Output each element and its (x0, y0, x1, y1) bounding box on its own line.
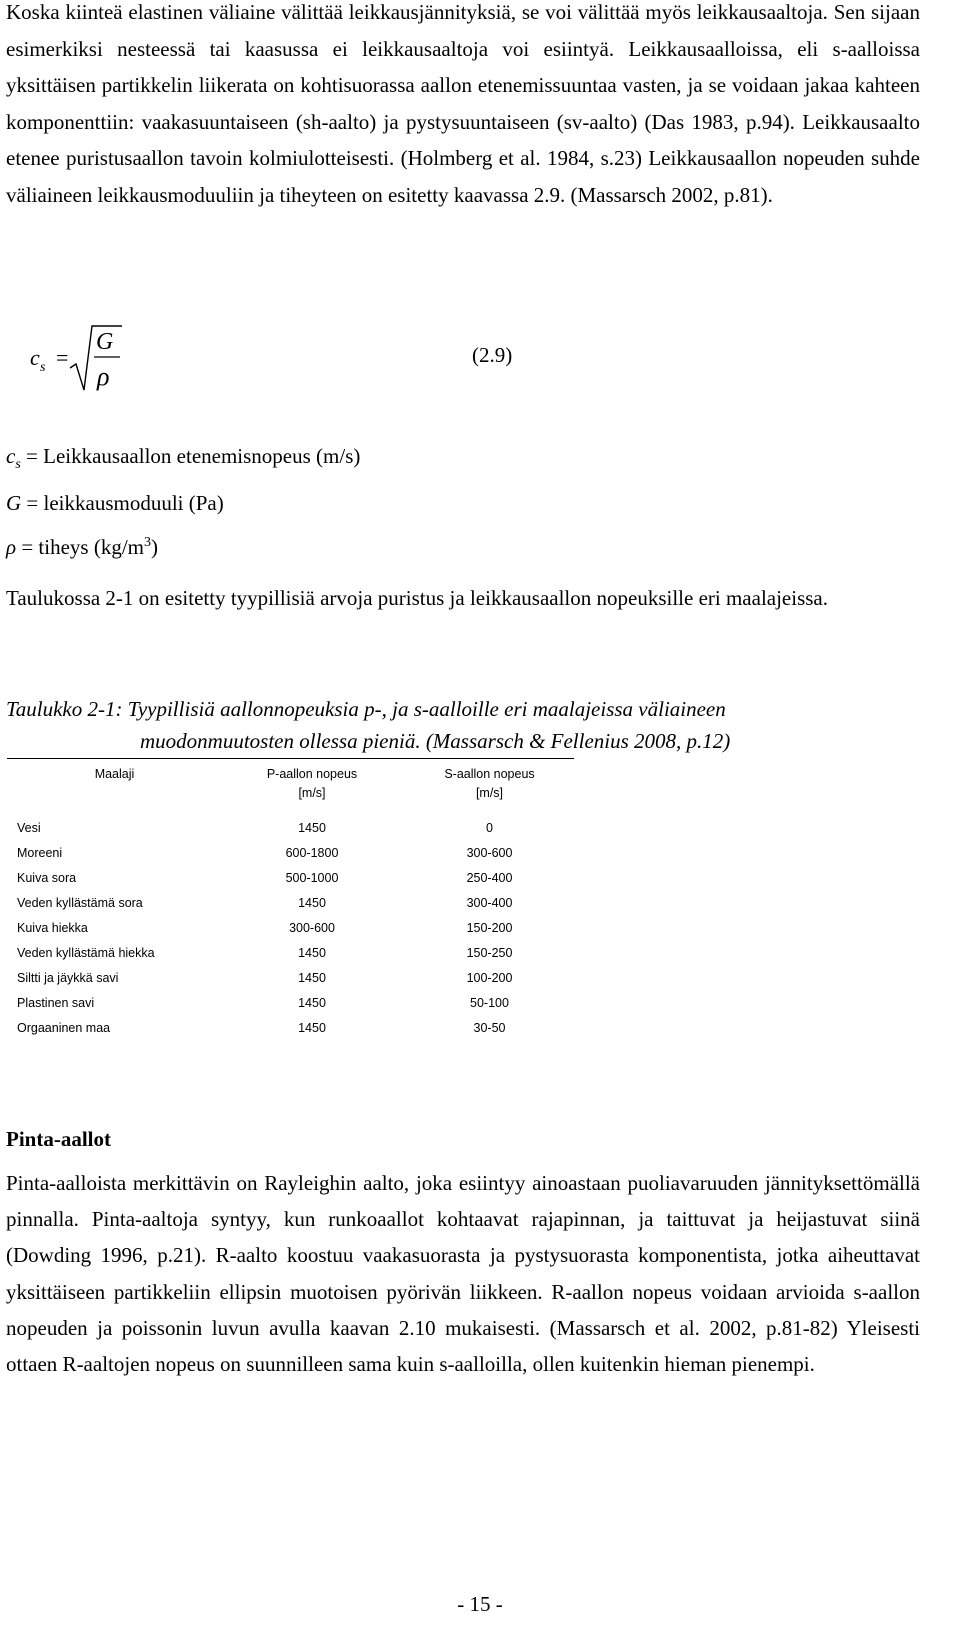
formula-lhs-symbol: c (30, 345, 40, 370)
section-heading: Pinta-aallot (6, 1127, 111, 1151)
header-p-wave (222, 765, 402, 803)
cell-s-velocity: 30-50 (473, 1021, 506, 1035)
cell-soil: Kuiva hiekka (17, 921, 88, 935)
cell-s-velocity: 0 (486, 821, 493, 835)
wave-velocity-table (7, 755, 574, 1075)
cell-p-velocity: 1450 (298, 971, 326, 985)
cell-p-velocity: 1450 (298, 946, 326, 960)
equation-number: (2.9) (472, 343, 513, 367)
definition-tail: ) (151, 535, 159, 559)
cell-s-velocity: 300-400 (466, 896, 513, 910)
table-body (7, 821, 574, 1046)
paragraph-table-intro: Taulukossa 2-1 on esitetty tyypillisiä arvoja puristus ja leikkausaallon nopeuksille eri maalajeissa. (6, 586, 829, 610)
table-top-rule (7, 758, 574, 759)
formula-svg (6, 318, 126, 398)
table-caption-line-1: Taulukko 2-1: Tyypillisiä aallonnopeuksia p-, ja s-aalloille eri maalajeissa väliaineen (6, 697, 726, 721)
cell-p-velocity: 1450 (298, 1021, 326, 1035)
table-row (7, 821, 574, 846)
definition-text: = leikkausmoduuli (Pa) (21, 491, 224, 515)
symbol-definitions (6, 437, 360, 567)
cell-p-velocity: 1450 (298, 896, 326, 910)
paragraph-shear-waves: Koska kiinteä elastinen väliaine välittää leikkausjännityksiä, se voi välittää myös leikkausaaltoja. Sen sijaan esimerkiksi nesteessä tai kaasussa ei leikkausaaltoja voi esiintyä. Leikkausaalloissa, eli s-aalloissa yksittäisen partikkelin liikerata on kohtisuorassa aallon etenemissuuntaa vasten, ja se voidaan jakaa kahteen komponenttiin: vaakasuuntaiseen (sh-aalto) ja pystysuuntaiseen (sv-aalto) (Das 1983, p.94). Leikkausaalto etenee puristusaallon tavoin kolmiulotteisesti. (Holmberg et al. 1984, s.23) Leikkausaallon nopeuden suhde väliaineen leikkausmoduuliin ja tiheyteen on esitetty kaavassa 2.9. (Massarsch 2002, p.81). (6, 0, 920, 207)
cell-soil: Veden kyllästämä hiekka (17, 946, 155, 960)
cell-p-velocity: 300-600 (289, 921, 335, 935)
table-caption-line-2: muodonmuutosten ollessa pieniä. (Massarsch & Fellenius 2008, p.12) (140, 729, 731, 753)
definition-g (6, 484, 360, 523)
cell-soil: Vesi (17, 821, 41, 835)
formula-numerator: G (96, 329, 114, 355)
definition-symbol: ρ (6, 535, 17, 559)
definition-symbol: c (6, 444, 16, 468)
definition-rho (6, 523, 360, 567)
cell-soil: Kuiva sora (17, 871, 77, 885)
cell-p-velocity: 1450 (298, 821, 326, 835)
table-row (7, 871, 574, 896)
cell-p-velocity: 1450 (298, 996, 326, 1010)
header-line-2: [m/s] (298, 786, 326, 800)
formula-denominator: ρ (97, 362, 110, 391)
formula-lhs-subscript: s (40, 360, 46, 375)
header-soil-type (7, 765, 222, 784)
cell-s-velocity: 100-200 (466, 971, 513, 985)
header-line-1: P-aallon nopeus (266, 767, 358, 781)
paragraph-surface-waves: Pinta-aalloista merkittävin on Rayleighin aalto, joka esiintyy ainoastaan puoliavaruuden jännityksettömällä pinnalla. Pinta-aaltoja syntyy, kun runkoaallot kohtaavat rajapinnan, ja taittuvat ja heijastuvat siinä (Dowding 1996, p.21). R-aalto koostuu vaakasuorasta ja pystysuorasta komponentista, jotka aiheuttavat yksittäiseen partikkeliin ellipsin muotoisen pyörivän liikkeen. R-aallon nopeus voidaan arvioida s-aallon nopeuden ja poissonin luvun avulla kaavan 2.10 mukaisesti. (Massarsch et al. 2002, p.81-82) Yleisesti ottaen R-aaltojen nopeus on suunnilleen sama kuin s-aalloilla, ollen kuitenkin hieman pienempi. (6, 1171, 920, 1377)
cell-s-velocity: 150-250 (466, 946, 513, 960)
table-row (7, 846, 574, 871)
definition-text: = Leikkausaallon etenemisnopeus (m/s) (20, 444, 361, 468)
cell-p-velocity: 600-1800 (285, 846, 339, 860)
table-caption (6, 693, 920, 757)
cell-soil: Plastinen savi (17, 996, 95, 1010)
definition-symbol: G (6, 491, 22, 515)
cell-s-velocity: 50-100 (470, 996, 509, 1010)
header-line-2: [m/s] (475, 786, 504, 800)
cell-soil: Moreeni (17, 846, 63, 860)
header-line-1: Maalaji (94, 767, 135, 781)
cell-s-velocity: 250-400 (466, 871, 513, 885)
definition-subscript: s (15, 457, 21, 472)
definition-cs (6, 437, 360, 484)
cell-p-velocity: 500-1000 (285, 871, 339, 885)
cell-soil: Veden kyllästämä sora (17, 896, 143, 910)
table-row (7, 971, 574, 996)
table-row (7, 1021, 574, 1046)
table-row (7, 946, 574, 971)
cell-s-velocity: 150-200 (466, 921, 513, 935)
definition-superscript: 3 (144, 535, 152, 550)
header-line-1: S-aallon nopeus (444, 767, 535, 781)
definition-text: = tiheys (kg/m (16, 535, 145, 559)
header-s-wave (402, 765, 577, 803)
formula-2-9 (6, 318, 526, 398)
cell-soil: Orgaaninen maa (17, 1021, 111, 1035)
page-number: - 15 - (457, 1592, 503, 1616)
formula-equals: = (56, 345, 69, 370)
table-row (7, 896, 574, 921)
cell-soil: Siltti ja jäykkä savi (17, 971, 119, 985)
cell-s-velocity: 300-600 (466, 846, 513, 860)
table-row (7, 921, 574, 946)
table-row (7, 996, 574, 1021)
